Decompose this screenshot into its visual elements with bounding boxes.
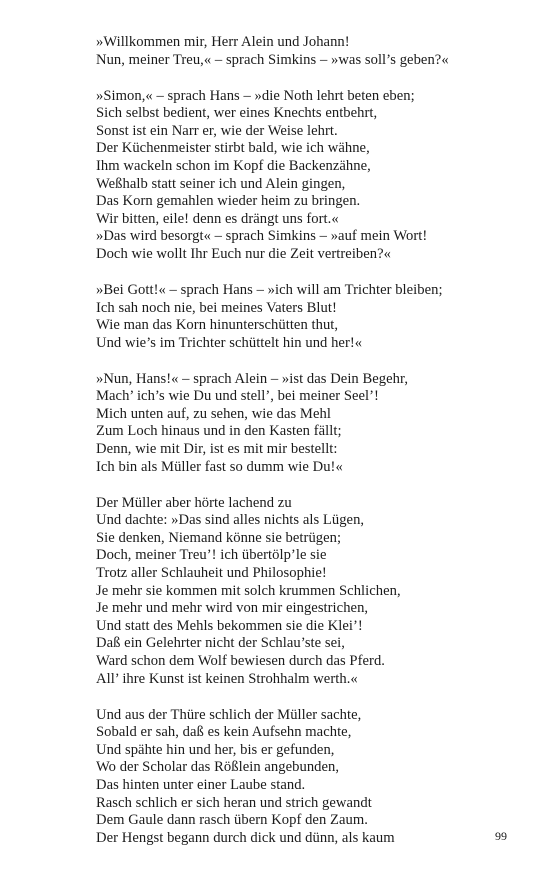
stanza xyxy=(96,34,536,69)
verse-line: Nun, meiner Treu,« – sprach Simkins – »was soll’s geben?« xyxy=(96,51,449,68)
stanza xyxy=(96,88,536,264)
stanza xyxy=(96,282,536,352)
verse-line: Und spähte hin und her, bis er gefunden, xyxy=(96,741,335,758)
verse-line: Doch wie wollt Ihr Euch nur die Zeit vertreiben?« xyxy=(96,245,392,262)
verse-line: »Simon,« – sprach Hans – »die Noth lehrt beten eben; xyxy=(96,87,415,104)
verse-line: »Nun, Hans!« – sprach Alein – »ist das Dein Begehr, xyxy=(96,370,409,387)
verse-line: Je mehr und mehr wird von mir eingestrichen, xyxy=(96,600,369,617)
poem-text xyxy=(96,34,536,866)
verse-line: Der Müller aber hörte lachend zu xyxy=(96,494,292,511)
verse-line: Wo der Scholar das Rößlein angebunden, xyxy=(96,759,340,776)
verse-line: Und aus der Thüre schlich der Müller sachte, xyxy=(96,706,362,723)
stanza xyxy=(96,707,536,848)
verse-line: Und dachte: »Das sind alles nichts als Lügen, xyxy=(96,512,365,529)
verse-line: Das hinten unter einer Laube stand. xyxy=(96,776,306,793)
verse-line: Ward schon dem Wolf bewiesen durch das Pferd. xyxy=(96,652,385,669)
verse-line: Sie denken, Niemand könne sie betrügen; xyxy=(96,529,342,546)
verse-line: Weßhalb statt seiner ich und Alein gingen, xyxy=(96,175,346,192)
verse-line: Trotz aller Schlauheit und Philosophie! xyxy=(96,565,327,581)
verse-line: Dem Gaule dann rasch übern Kopf den Zaum. xyxy=(96,812,368,829)
stanza xyxy=(96,371,536,477)
verse-line: Mich unten auf, zu sehen, wie das Mehl xyxy=(96,405,331,422)
verse-line: Daß ein Gelehrter nicht der Schlau’ste sei, xyxy=(96,635,345,652)
page-number: 99 xyxy=(495,829,507,843)
verse-line: Doch, meiner Treu’! ich übertölp’le sie xyxy=(96,547,327,564)
verse-line: Wie man das Korn hinunterschütten thut, xyxy=(96,317,339,334)
verse-line: Wir bitten, eile! denn es drängt uns fort.« xyxy=(96,210,339,227)
verse-line: All’ ihre Kunst ist keinen Strohhalm werth.« xyxy=(96,670,358,687)
verse-line: Zum Loch hinaus und in den Kasten fällt; xyxy=(96,423,342,440)
verse-line: Der Hengst begann durch dick und dünn, als kaum xyxy=(96,829,395,846)
verse-line: Ich sah noch nie, bei meines Vaters Blut! xyxy=(96,299,337,316)
verse-line: Sich selbst bedient, wer eines Knechts entbehrt, xyxy=(96,105,378,122)
verse-line: »Willkommen mir, Herr Alein und Johann! xyxy=(96,34,350,50)
stanza xyxy=(96,495,536,689)
verse-line: Sonst ist ein Narr er, wie der Weise lehrt. xyxy=(96,122,338,139)
verse-line: Je mehr sie kommen mit solch krummen Schlichen, xyxy=(96,582,401,599)
verse-line: Ich bin als Müller fast so dumm wie Du!« xyxy=(96,458,343,475)
verse-line: »Bei Gott!« – sprach Hans – »ich will am Trichter bleiben; xyxy=(96,281,443,298)
verse-line: Denn, wie mit Dir, ist es mit mir bestellt: xyxy=(96,441,338,458)
verse-line: Sobald er sah, daß es kein Aufsehn machte, xyxy=(96,724,352,741)
verse-line: Und statt des Mehls bekommen sie die Klei’! xyxy=(96,617,363,634)
verse-line: Das Korn gemahlen wieder heim zu bringen. xyxy=(96,193,361,210)
verse-line: Rasch schlich er sich heran und strich gewandt xyxy=(96,794,372,811)
verse-line: Und wie’s im Trichter schüttelt hin und her!« xyxy=(96,334,363,351)
verse-line: Mach’ ich’s wie Du und stell’, bei meiner Seel’! xyxy=(96,388,379,405)
verse-line: Der Küchenmeister stirbt bald, wie ich wähne, xyxy=(96,140,370,157)
verse-line: Ihm wackeln schon im Kopf die Backenzähne, xyxy=(96,157,371,174)
verse-line: »Das wird besorgt« – sprach Simkins – »auf mein Wort! xyxy=(96,228,428,245)
